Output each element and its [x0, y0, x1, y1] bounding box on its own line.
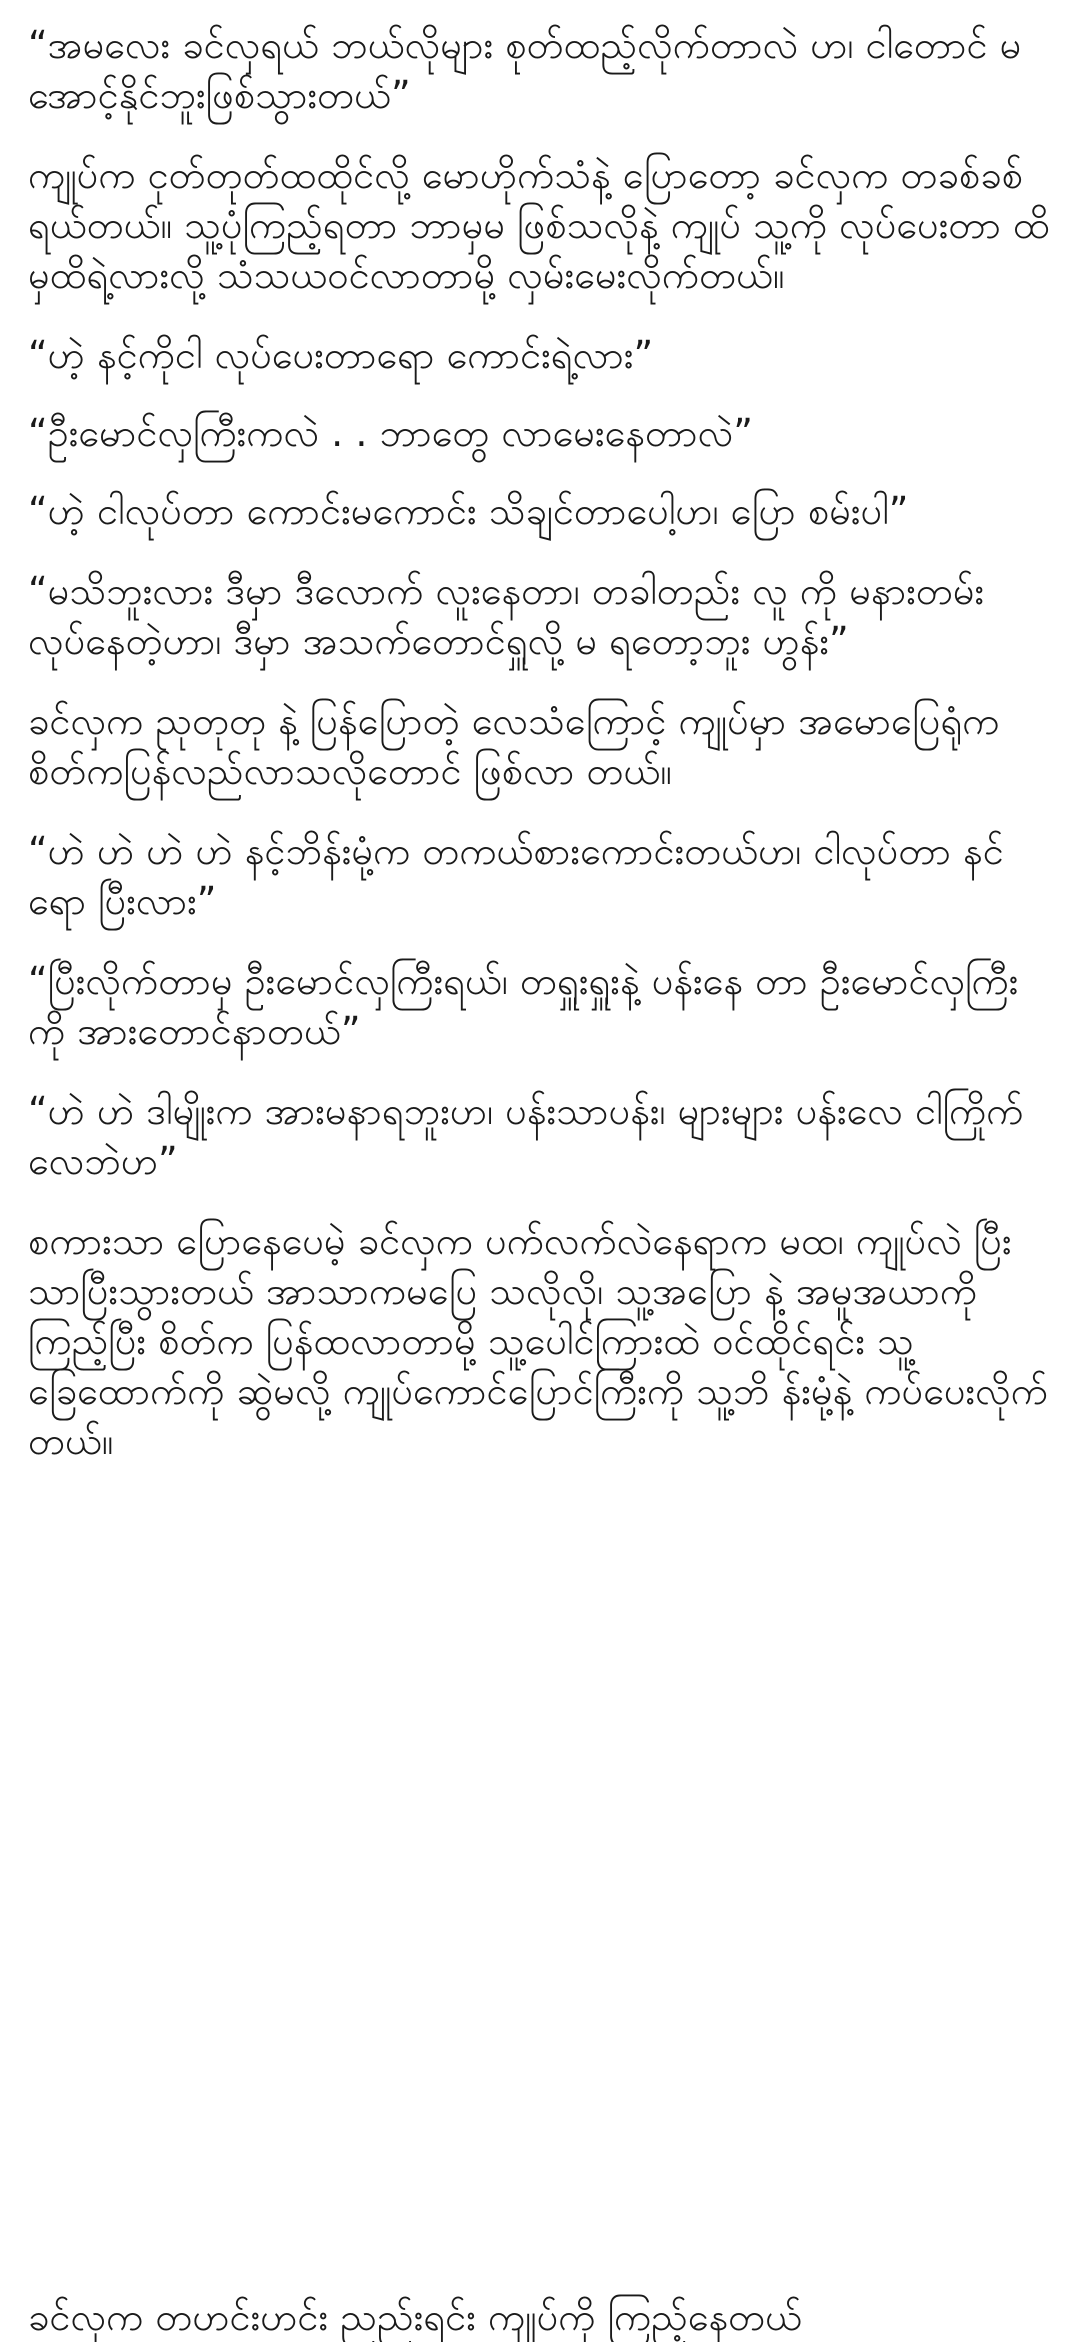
paragraph-11: စကားသာ ပြောနေပေမဲ့ ခင်လှက ပက်လက်လဲနေရာက မထ၊ ကျုပ်လဲ ပြီးသာပြီးသွားတယ် အာသာကမပြေ သလိုလို၊ သူ့အပြော နဲ့ အမူအယာကို ကြည့်ပြီး စိတ်က ပြန်ထလာတာမို့ သူ့ပေါင်ကြားထဲ ဝင်ထိုင်ရင်း သူ့ ခြေထောက်ကို ဆွဲမလို့ ကျုပ်ကောင်ပြောင်ကြီးကို သူ့ဘိ န်းမုံ့နဲ့ ကပ်ပေးလိုက်တယ်။ [28, 1219, 1048, 1463]
paragraph-6: “မသိဘူးလား ဒီမှာ ဒီလောက် လူးနေတာ၊ တခါတည်း လူ ကို မနားတမ်း လုပ်နေတဲ့ဟာ၊ ဒီမှာ အသက်တောင်ရှူလို့ မ ရတော့ဘူး ဟွန်း” [28, 569, 985, 663]
paragraph-4: “ဦးမောင်လှကြီးကလဲ . . ဘာတွေ လာမေးနေတာလဲ” [28, 411, 753, 455]
paragraph-7: ခင်လှက ညုတုတု နဲ့ ပြန်ပြောတဲ့ လေသံကြောင့် ကျုပ်မှာ အမောပြေရုံက စိတ်ကပြန်လည်လာသလိုတောင် ဖြစ်လာ တယ်။ [28, 699, 1000, 793]
paragraph-3: “ဟဲ့ နင့်ကိုငါ လုပ်ပေးတာရော ကောင်းရဲ့လား” [28, 333, 654, 377]
paragraph-2: ကျုပ်က ငုတ်တုတ်ထထိုင်လို့ မောဟိုက်သံနဲ့ ပြောတော့ ခင်လှက တခစ်ခစ်ရယ်တယ်။ သူ့ပုံကြည့်ရတာ ဘာမှမ ဖြစ်သလိုနဲ့ ကျုပ် သူ့ကို လုပ်ပေးတာ ထိမှထိရဲ့လားလို့ သံသယဝင်လာတာမို့ လှမ်းမေးလိုက်တယ်။ [28, 153, 1050, 297]
cut-off-paragraph [28, 2292, 1052, 2342]
paragraph-8: “ဟဲ ဟဲ ဟဲ ဟဲ နင့်ဘိန်းမုံ့က တကယ်စားကောင်းတယ်ဟ၊ ငါလုပ်တာ နင်ရော ပြီးလား” [28, 829, 1004, 923]
paragraph-1: “အမလေး ခင်လှရယ် ဘယ်လိုများ စုတ်ထည့်လိုက်တာလဲ ဟ၊ ငါတောင် မအောင့်နိုင်ဘူးဖြစ်သွားတယ်” [28, 23, 1022, 117]
cut-off-paragraph-text: ခင်လှက တဟင်းဟင်း ညည်းရင်း ကျုပ်ကို ကြည့်နေတယ် [28, 2295, 803, 2339]
paragraph-10: “ဟဲ ဟဲ ဒါမျိုးက အားမနာရဘူးဟ၊ ပန်းသာပန်း၊ များများ ပန်းလေ ငါကြိုက်လေဘဲဟ” [28, 1089, 1024, 1183]
paragraph-5: “ဟဲ့ ငါလုပ်တာ ကောင်းမကောင်း သိချင်တာပေါ့ဟ၊ ပြော စမ်းပါ” [28, 489, 909, 533]
paragraph-9: “ပြီးလိုက်တာမှ ဦးမောင်လှကြီးရယ်၊ တရှူးရှူးနဲ့ ပန်းနေ တာ ဦးမောင်လှကြီးကို အားတောင်နာတယ်” [28, 959, 1019, 1053]
